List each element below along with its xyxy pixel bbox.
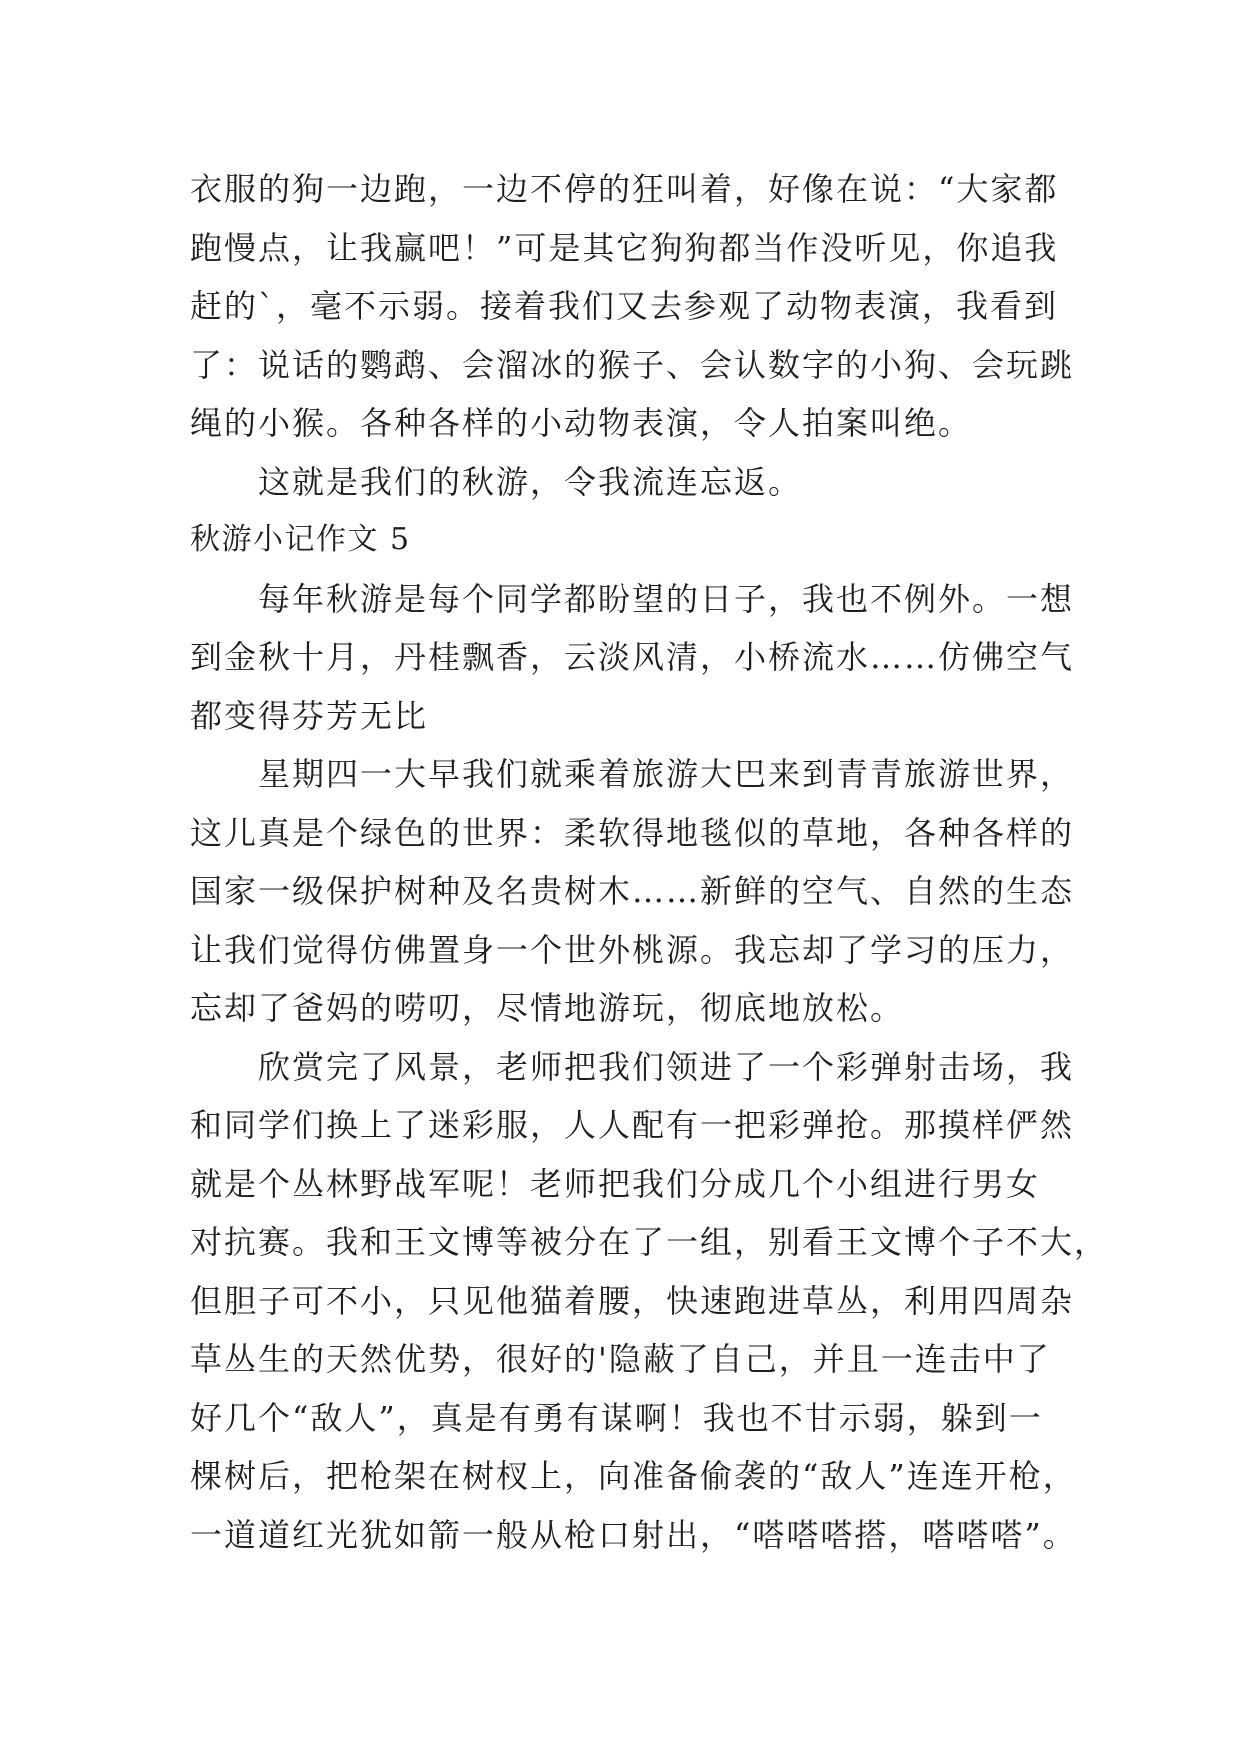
text-line: 和同学们换上了迷彩服，人人配有一把彩弹抢。那摸样俨然 bbox=[190, 1106, 1075, 1144]
text-line: 但胆子可不小，只见他猫着腰，快速跑进草丛，利用四周杂 bbox=[190, 1281, 1075, 1320]
text-line: 一道道红光犹如箭一般从枪口射出，“嗒嗒嗒搭，嗒嗒嗒”。 bbox=[190, 1515, 1077, 1554]
text-line: 好几个“敌人”，真是有勇有谋啊！我也不甘示弱，躲到一 bbox=[190, 1398, 1043, 1437]
text-line: 这就是我们的秋游，令我流连忘返。 bbox=[258, 462, 803, 501]
paragraph-continuation bbox=[190, 160, 1075, 453]
text-line: 欣赏完了风景，老师把我们领进了一个彩弹射击场，我 bbox=[258, 1047, 1075, 1086]
text-line: 忘却了爸妈的唠叨，尽情地游玩，彻底地放松。 bbox=[190, 989, 905, 1027]
document-body bbox=[190, 160, 1109, 1564]
text-line: 棵树后，把枪架在树杈上，向准备偷袭的“敌人”连连开枪， bbox=[190, 1457, 1077, 1495]
paragraph-3 bbox=[190, 1038, 1109, 1565]
text-line: 星期四一大早我们就乘着旅游大巴来到青青旅游世界， bbox=[258, 755, 1075, 793]
text-line: 到金秋十月，丹桂飘香，云淡风清，小桥流水……仿佛空气 bbox=[190, 638, 1075, 676]
text-line: 都变得芬芳无比 bbox=[190, 696, 429, 735]
paragraph-2 bbox=[190, 745, 1075, 1038]
paragraph-closing bbox=[190, 453, 1070, 512]
text-line: 了：说话的鹦鹉、会溜冰的猴子、会认数字的小狗、会玩跳 bbox=[190, 345, 1075, 384]
section-title: 秋游小记作文 5 bbox=[190, 522, 411, 557]
text-line: 让我们觉得仿佛置身一个世外桃源。我忘却了学习的压力， bbox=[190, 930, 1075, 969]
text-line: 每年秋游是每个同学都盼望的日子，我也不例外。一想 bbox=[258, 579, 1075, 618]
paragraph-1 bbox=[190, 570, 1075, 746]
text-line: 赶的`，毫不示弱。接着我们又去参观了动物表演，我看到 bbox=[190, 287, 1059, 325]
text-line: 对抗赛。我和王文博等被分在了一组，别看王文博个子不大， bbox=[190, 1223, 1109, 1261]
text-line: 衣服的狗一边跑，一边不停的狂叫着，好像在说：“大家都 bbox=[190, 170, 1059, 208]
text-line: 绳的小猴。各种各样的小动物表演，令人拍案叫绝。 bbox=[190, 404, 973, 442]
text-line: 国家一级保护树种及名贵树木……新鲜的空气、自然的生态 bbox=[190, 872, 1075, 910]
text-line: 就是个丛林野战军呢！老师把我们分成几个小组进行男女 bbox=[190, 1164, 1041, 1203]
text-line: 这儿真是个绿色的世界：柔软得地毯似的草地，各种各样的 bbox=[190, 813, 1075, 852]
text-line: 草丛生的天然优势，很好的'隐蔽了自己，并且一连击中了 bbox=[190, 1340, 1051, 1378]
text-line: 跑慢点，让我赢吧！”可是其它狗狗都当作没听见，你追我 bbox=[190, 228, 1059, 267]
